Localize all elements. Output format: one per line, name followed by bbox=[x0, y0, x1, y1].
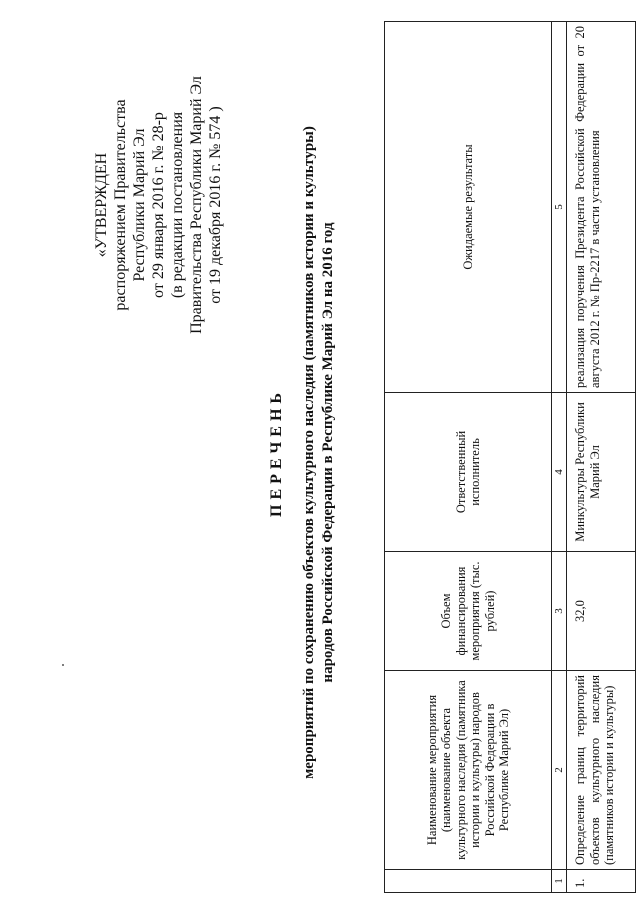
row-number: 1. bbox=[567, 870, 636, 893]
approval-line: от 29 января 2016 г. № 28-р bbox=[150, 112, 167, 298]
row-result: реализация поручения Президента Российской Федерации от 20 августа 2012 г. № Пр-2217 в части установления bbox=[567, 22, 636, 393]
row-name: Определение границ территорий объектов культурного наследия (памятников истории и культуры) bbox=[567, 671, 636, 870]
approval-line: «УТВЕРЖДЕН bbox=[93, 152, 110, 258]
approval-line: Правительства Республики Марий Эл bbox=[188, 76, 205, 334]
scan-speck bbox=[62, 664, 64, 666]
document-title: ПЕРЕЧЕНЬ bbox=[268, 388, 285, 517]
table-header-row bbox=[385, 22, 552, 893]
column-number-row bbox=[552, 22, 567, 893]
column-number: 4 bbox=[552, 393, 567, 552]
column-number: 3 bbox=[552, 552, 567, 671]
column-number: 5 bbox=[552, 22, 567, 393]
approval-line: распоряжением Правительства bbox=[112, 99, 129, 311]
approval-line: от 19 декабря 2016 г. № 574 ) bbox=[207, 106, 224, 304]
column-number: 2 bbox=[552, 671, 567, 870]
row-amount: 32,0 bbox=[567, 552, 636, 671]
header-cell-result: Ожидаемые результаты bbox=[385, 22, 552, 393]
header-cell-number bbox=[385, 870, 552, 893]
header-cell-name: Наименование мероприятия (наименование объекта культурного наследия (памятника истории и культуры) народов Российской Федерации в Республике Марий Эл) bbox=[385, 671, 552, 870]
row-executor: Минкультуры Республики Марий Эл bbox=[567, 393, 636, 552]
approval-stamp bbox=[92, 25, 225, 385]
table-row bbox=[567, 22, 636, 893]
header-cell-executor: Ответственный исполнитель bbox=[385, 393, 552, 552]
column-number: 1 bbox=[552, 870, 567, 893]
subtitle-line: народов Российской Федерации в Республике Марий Эл на 2016 год bbox=[320, 222, 336, 683]
approval-line: Республики Марий Эл bbox=[131, 128, 148, 282]
approval-line: (в редакции постановления bbox=[169, 111, 186, 299]
header-cell-amount: Объем финансирования мероприятия (тыс. рублей) bbox=[385, 552, 552, 671]
subtitle-line: мероприятий по сохранению объектов культурного наследия (памятников истории и культуры) bbox=[301, 126, 317, 779]
document-subtitle bbox=[300, 60, 338, 845]
measures-table bbox=[384, 21, 636, 893]
